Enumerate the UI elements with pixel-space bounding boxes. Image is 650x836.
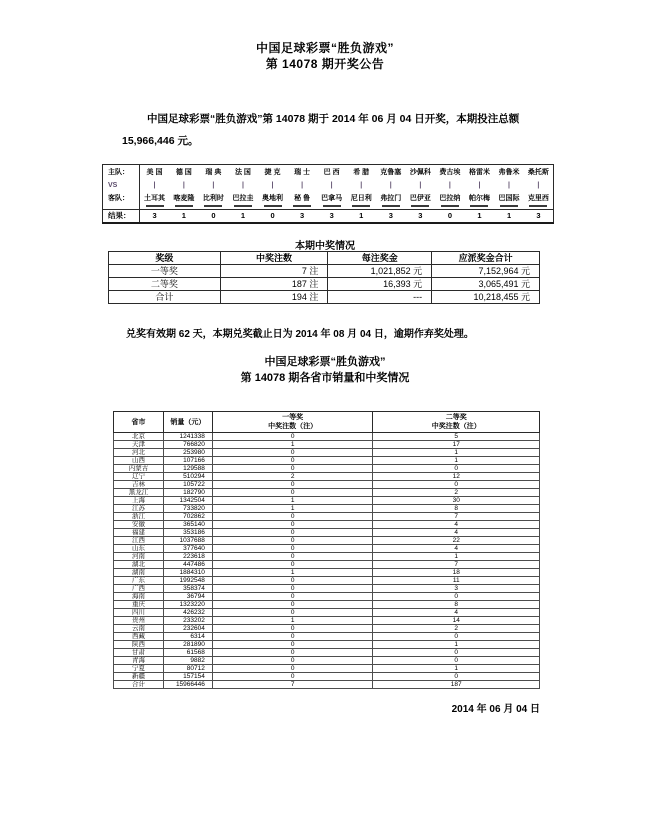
away-underline-dash [441,205,459,207]
province-first-count: 0 [212,521,373,529]
match-result-value: 3 [140,210,170,223]
province-second-count: 7 [373,561,540,569]
province-second-count: 11 [373,577,540,585]
province-first-count: 0 [212,561,373,569]
match-away-cell [406,191,436,210]
match-away-cell [494,191,524,210]
province-second-count: 2 [373,625,540,633]
province-sales: 182790 [163,489,212,497]
province-first-count: 0 [212,457,373,465]
match-away-team: 秘 鲁 [294,194,311,202]
province-first-count: 0 [212,665,373,673]
match-vs-mark: | [241,181,244,189]
match-results-table [102,164,554,224]
prize-per-bet: --- [328,291,432,304]
province-name: 重庆 [114,601,164,609]
province-row [114,601,540,609]
province-name: 浙江 [114,513,164,521]
province-second-count: 4 [373,545,540,553]
prize-count: 7 注 [220,265,328,278]
match-away-cell [524,191,554,210]
province-second-count: 0 [373,657,540,665]
province-name: 江苏 [114,505,164,513]
match-away-team: 克里西 [527,194,549,202]
match-away-team: 土耳其 [144,194,166,202]
match-vs-mark: | [508,181,511,189]
match-home-team: 捷 克 [264,169,281,177]
province-first-count: 1 [212,617,373,625]
province-second-count: 1 [373,449,540,457]
prize-total: 3,065,491 元 [432,278,540,291]
province-sales: 1884310 [163,569,212,577]
province-row [114,433,540,441]
away-underline-dash [293,205,311,207]
province-first-count: 7 [212,681,373,689]
match-result-value: 1 [169,210,199,223]
province-row [114,473,540,481]
province-row [114,537,540,545]
province-second-count: 0 [373,481,540,489]
province-name: 甘肃 [114,649,164,657]
province-first-count: 0 [212,489,373,497]
province-first-count: 0 [212,673,373,681]
province-sales: 36794 [163,593,212,601]
province-header-first-prize [212,412,373,433]
province-row [114,657,540,665]
province-name: 广东 [114,577,164,585]
province-sales-table [113,411,540,689]
intro-paragraph: 中国足球彩票“胜负游戏”第 14078 期于 2014 年 06 月 04 日开奖，本期投注总额 15,966,446 元。 [122,113,520,147]
province-second-count: 12 [373,473,540,481]
province-name: 江西 [114,537,164,545]
away-underline-dash [529,205,547,207]
province-sales: 702862 [163,513,212,521]
province-first-count: 0 [212,641,373,649]
province-sales: 61568 [163,649,212,657]
province-second-count: 0 [373,649,540,657]
province-name: 合计 [114,681,164,689]
province-sales: 733820 [163,505,212,513]
match-vs-mark: | [271,181,274,189]
province-name: 山西 [114,457,164,465]
away-underline-dash [470,205,488,207]
province-sales: 358374 [163,585,212,593]
match-vs-mark: | [182,181,185,189]
match-result-value: 1 [346,210,376,223]
match-vs-mark: | [153,181,156,189]
province-name: 天津 [114,441,164,449]
province-name: 青海 [114,657,164,665]
home-row-label: 主队： [103,165,140,180]
prize-summary-table [108,251,540,304]
province-sales: 377640 [163,545,212,553]
prize-count: 187 注 [220,278,328,291]
prize-total: 10,218,455 元 [432,291,540,304]
vs-row-label: VS [103,180,140,191]
province-sales: 9882 [163,657,212,665]
province-sales: 107166 [163,457,212,465]
match-away-cell [435,191,465,210]
match-vs-mark: | [419,181,422,189]
province-row [114,649,540,657]
province-row [114,449,540,457]
match-away-cell [228,191,258,210]
province-row [114,569,540,577]
province-name: 云南 [114,625,164,633]
province-second-count: 4 [373,529,540,537]
match-vs-mark: | [537,181,540,189]
prize-level: 合计 [109,291,221,304]
province-name: 河南 [114,553,164,561]
away-underline-dash [234,205,252,207]
match-home-team: 克鲁塞 [380,169,402,177]
match-vs-mark: | [212,181,215,189]
prize-header-per-bet: 每注奖金 [328,252,432,265]
match-vs-mark: | [360,181,363,189]
match-vs-mark: | [389,181,392,189]
province-sales: 105722 [163,481,212,489]
province-name: 宁夏 [114,665,164,673]
province-header-row [114,412,540,433]
province-row [114,457,540,465]
province-first-count: 0 [212,593,373,601]
province-first-count: 0 [212,481,373,489]
province-name: 黑龙江 [114,489,164,497]
prize-count: 194 注 [220,291,328,304]
province-sales: 766820 [163,441,212,449]
match-vs-mark: | [448,181,451,189]
match-away-cell [258,191,288,210]
province-first-count: 2 [212,473,373,481]
prize-row [109,265,540,278]
province-header-second-prize [373,412,540,433]
prize-per-bet: 1,021,852 元 [328,265,432,278]
province-name: 湖北 [114,561,164,569]
match-away-team: 弗拉门 [380,194,402,202]
province-sales: 365140 [163,521,212,529]
province-row [114,617,540,625]
province-sales: 223618 [163,553,212,561]
province-name: 内蒙古 [114,465,164,473]
away-underline-dash [175,205,193,207]
province-name: 河北 [114,449,164,457]
province-row [114,529,540,537]
province-second-count: 0 [373,633,540,641]
province-sales: 1241338 [163,433,212,441]
province-second-count: 4 [373,521,540,529]
match-home-team: 法 国 [234,169,251,177]
announcement-title-line1: 中国足球彩票“胜负游戏” [255,41,394,55]
match-home-team: 格雷米 [468,169,490,177]
province-first-count: 0 [212,529,373,537]
match-home-team: 瑞 典 [205,169,222,177]
province-row [114,497,540,505]
match-result-value: 1 [228,210,258,223]
away-underline-dash [204,205,222,207]
prize-per-bet: 16,393 元 [328,278,432,291]
announcement-title [0,40,650,72]
province-sales: 426232 [163,609,212,617]
province-sales: 353186 [163,529,212,537]
province-first-count: 0 [212,585,373,593]
province-second-count: 0 [373,673,540,681]
province-second-count: 8 [373,505,540,513]
away-underline-dash [146,205,164,207]
province-row [114,625,540,633]
province-name: 安徽 [114,521,164,529]
redeem-notice: 兑奖有效期 62 天，本期兑奖截止日为 2014 年 08 月 04 日，逾期作弃奖处理。 [126,329,474,340]
province-name: 西藏 [114,633,164,641]
away-row-label: 客队： [103,191,140,210]
match-result-value: 1 [494,210,524,223]
prize-header-row [109,252,540,265]
match-home-team: 沙佩科 [409,169,431,177]
away-underline-dash [500,205,518,207]
province-section-title-line2: 第 14078 期各省市销量和中奖情况 [240,372,410,384]
second-prize-header-line2: 中奖注数（注） [431,423,481,430]
province-row [114,633,540,641]
province-name: 福建 [114,529,164,537]
province-row [114,465,540,473]
province-name: 贵州 [114,617,164,625]
province-second-count: 14 [373,617,540,625]
province-first-count: 0 [212,545,373,553]
province-second-count: 7 [373,513,540,521]
match-away-team: 巴拉圭 [232,194,254,202]
announcement-title-line2: 第 14078 期开奖公告 [265,57,385,71]
province-row [114,545,540,553]
province-first-count: 0 [212,537,373,545]
match-result-row [103,210,554,223]
province-first-count: 0 [212,433,373,441]
province-second-count: 0 [373,593,540,601]
prize-row [109,291,540,304]
province-row [114,505,540,513]
province-total-row [114,681,540,689]
match-away-cell [287,191,317,210]
away-underline-dash [323,205,341,207]
province-row [114,561,540,569]
footer-date: 2014 年 06 月 04 日 [451,704,540,715]
province-name: 广西 [114,585,164,593]
match-home-team: 瑞 士 [294,169,311,177]
province-second-count: 3 [373,585,540,593]
province-name: 陕西 [114,641,164,649]
away-underline-dash [382,205,400,207]
match-away-team: 喀麦隆 [173,194,195,202]
province-row [114,609,540,617]
province-row [114,489,540,497]
match-away-cell [140,191,170,210]
match-vs-row [103,180,554,191]
province-section-title [0,354,650,386]
match-away-cell [465,191,495,210]
match-result-value: 1 [465,210,495,223]
province-sales: 1992548 [163,577,212,585]
match-vs-mark: | [330,181,333,189]
province-second-count: 22 [373,537,540,545]
province-second-count: 1 [373,665,540,673]
result-row-label: 结果： [103,210,140,223]
province-row [114,577,540,585]
match-result-value: 0 [435,210,465,223]
prize-row [109,278,540,291]
province-name: 上海 [114,497,164,505]
province-first-count: 0 [212,609,373,617]
province-second-count: 1 [373,641,540,649]
match-result-value: 3 [287,210,317,223]
match-vs-mark: | [478,181,481,189]
province-name: 湖南 [114,569,164,577]
province-sales: 1323220 [163,601,212,609]
prize-total: 7,152,964 元 [432,265,540,278]
province-second-count: 8 [373,601,540,609]
match-home-team: 希 腊 [353,169,370,177]
province-first-count: 0 [212,513,373,521]
match-away-team: 奥地利 [262,194,284,202]
match-result-value: 3 [524,210,554,223]
province-row [114,553,540,561]
province-name: 四川 [114,609,164,617]
match-away-team: 巴拉纳 [439,194,461,202]
away-underline-dash [411,205,429,207]
match-result-value: 3 [406,210,436,223]
province-sales: 1342504 [163,497,212,505]
second-prize-header-line1: 二等奖 [445,414,467,421]
province-second-count: 2 [373,489,540,497]
province-row [114,481,540,489]
province-name: 山东 [114,545,164,553]
match-home-team: 巴 西 [323,169,340,177]
province-second-count: 4 [373,609,540,617]
province-first-count: 0 [212,601,373,609]
match-home-team: 弗鲁米 [498,169,520,177]
province-first-count: 0 [212,553,373,561]
match-away-team: 比利时 [202,194,224,202]
prize-header-level: 奖级 [109,252,221,265]
province-row [114,673,540,681]
province-sales: 232604 [163,625,212,633]
province-first-count: 0 [212,449,373,457]
province-second-count: 5 [373,433,540,441]
province-first-count: 0 [212,625,373,633]
province-header-sales: 销量（元） [163,412,212,433]
province-name: 新疆 [114,673,164,681]
match-away-team: 帕尔梅 [468,194,490,202]
match-vs-mark: | [301,181,304,189]
province-sales: 253980 [163,449,212,457]
match-away-team: 尼日利 [350,194,372,202]
province-first-count: 0 [212,465,373,473]
match-away-cell [317,191,347,210]
match-home-team: 桑托斯 [527,169,549,177]
province-sales: 233202 [163,617,212,625]
match-home-team: 费古埃 [439,169,461,177]
match-result-value: 3 [317,210,347,223]
match-away-cell [169,191,199,210]
province-first-count: 1 [212,497,373,505]
province-sales: 1037688 [163,537,212,545]
province-sales: 80712 [163,665,212,673]
province-first-count: 1 [212,505,373,513]
province-sales: 6314 [163,633,212,641]
province-second-count: 18 [373,569,540,577]
away-underline-dash [264,205,282,207]
match-away-cell [199,191,229,210]
match-away-team: 巴拿马 [321,194,343,202]
province-second-count: 17 [373,441,540,449]
province-second-count: 0 [373,465,540,473]
match-result-value: 0 [258,210,288,223]
match-home-row [103,165,554,180]
province-row [114,665,540,673]
match-away-team: 巴伊亚 [409,194,431,202]
prize-level: 二等奖 [109,278,221,291]
province-sales: 129588 [163,465,212,473]
province-second-count: 1 [373,457,540,465]
province-row [114,593,540,601]
province-row [114,441,540,449]
away-underline-dash [352,205,370,207]
prize-section-title: 本期中奖情况 [295,241,355,252]
province-second-count: 30 [373,497,540,505]
province-first-count: 0 [212,577,373,585]
prize-level: 一等奖 [109,265,221,278]
province-sales: 510294 [163,473,212,481]
match-result-value: 3 [376,210,406,223]
province-row [114,585,540,593]
province-name: 北京 [114,433,164,441]
province-sales: 281890 [163,641,212,649]
province-name: 吉林 [114,481,164,489]
province-row [114,641,540,649]
match-home-team: 美 国 [146,169,163,177]
match-away-cell [376,191,406,210]
province-sales: 157154 [163,673,212,681]
province-section-title-line1: 中国足球彩票“胜负游戏” [264,356,386,368]
prize-header-total: 应派奖金合计 [432,252,540,265]
province-header-name: 省市 [114,412,164,433]
province-first-count: 1 [212,441,373,449]
match-away-cell [346,191,376,210]
province-row [114,513,540,521]
province-first-count: 0 [212,649,373,657]
province-first-count: 0 [212,633,373,641]
match-home-team: 德 国 [175,169,192,177]
province-sales: 15966446 [163,681,212,689]
match-away-row [103,191,554,210]
match-result-value: 0 [199,210,229,223]
province-name: 海南 [114,593,164,601]
province-second-count: 187 [373,681,540,689]
first-prize-header-line1: 一等奖 [282,414,304,421]
match-away-team: 巴国际 [498,194,520,202]
province-row [114,521,540,529]
province-second-count: 1 [373,553,540,561]
province-first-count: 1 [212,569,373,577]
province-sales: 447486 [163,561,212,569]
province-first-count: 0 [212,657,373,665]
prize-header-count: 中奖注数 [220,252,328,265]
first-prize-header-line2: 中奖注数（注） [268,423,318,430]
province-name: 辽宁 [114,473,164,481]
